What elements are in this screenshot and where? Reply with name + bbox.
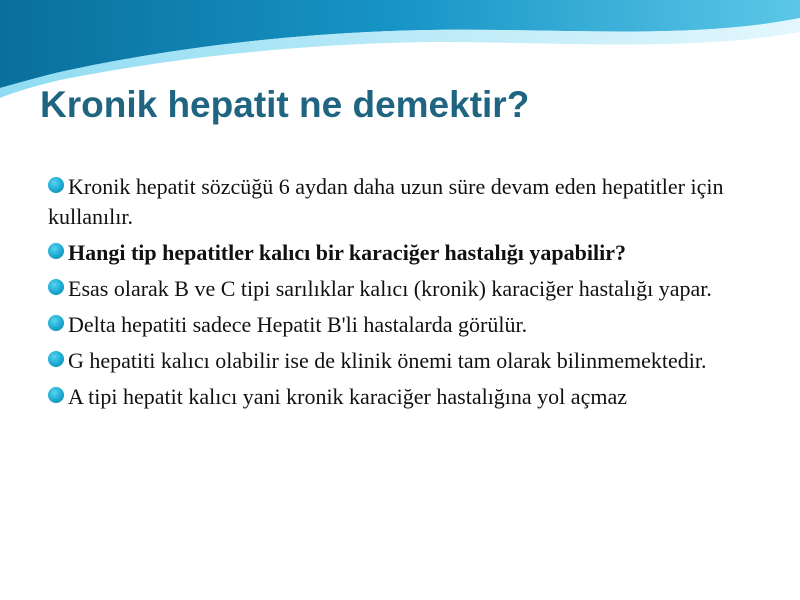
bullet-item (48, 346, 758, 376)
bullet-text: Delta hepatiti sadece Hepatit B'li hastalarda görülür. (68, 312, 528, 337)
bullet-item (48, 172, 758, 232)
bullet-item (48, 310, 758, 340)
round-bullet-icon (48, 279, 64, 295)
bullet-item (48, 238, 758, 268)
round-bullet-icon (48, 243, 64, 259)
round-bullet-icon (48, 315, 64, 331)
round-bullet-icon (48, 387, 64, 403)
bullet-item (48, 382, 758, 412)
round-bullet-icon (48, 351, 64, 367)
round-bullet-icon (48, 177, 64, 193)
bullet-text: Hangi tip hepatitler kalıcı bir karaciğer hastalığı yapabilir? (68, 240, 626, 265)
bullet-item (48, 274, 758, 304)
bullet-text: A tipi hepatit kalıcı yani kronik karaciğer hastalığına yol açmaz (68, 384, 627, 409)
bullet-list (48, 172, 758, 418)
bullet-text: Esas olarak B ve C tipi sarılıklar kalıcı (kronik) karaciğer hastalığı yapar. (68, 276, 712, 301)
bullet-text: G hepatiti kalıcı olabilir ise de klinik önemi tam olarak bilinmemektedir. (68, 348, 707, 373)
slide-title: Kronik hepatit ne demektir? (40, 84, 530, 125)
bullet-text: Kronik hepatit sözcüğü 6 aydan daha uzun süre devam eden hepatitler için kullanılır. (48, 174, 724, 229)
